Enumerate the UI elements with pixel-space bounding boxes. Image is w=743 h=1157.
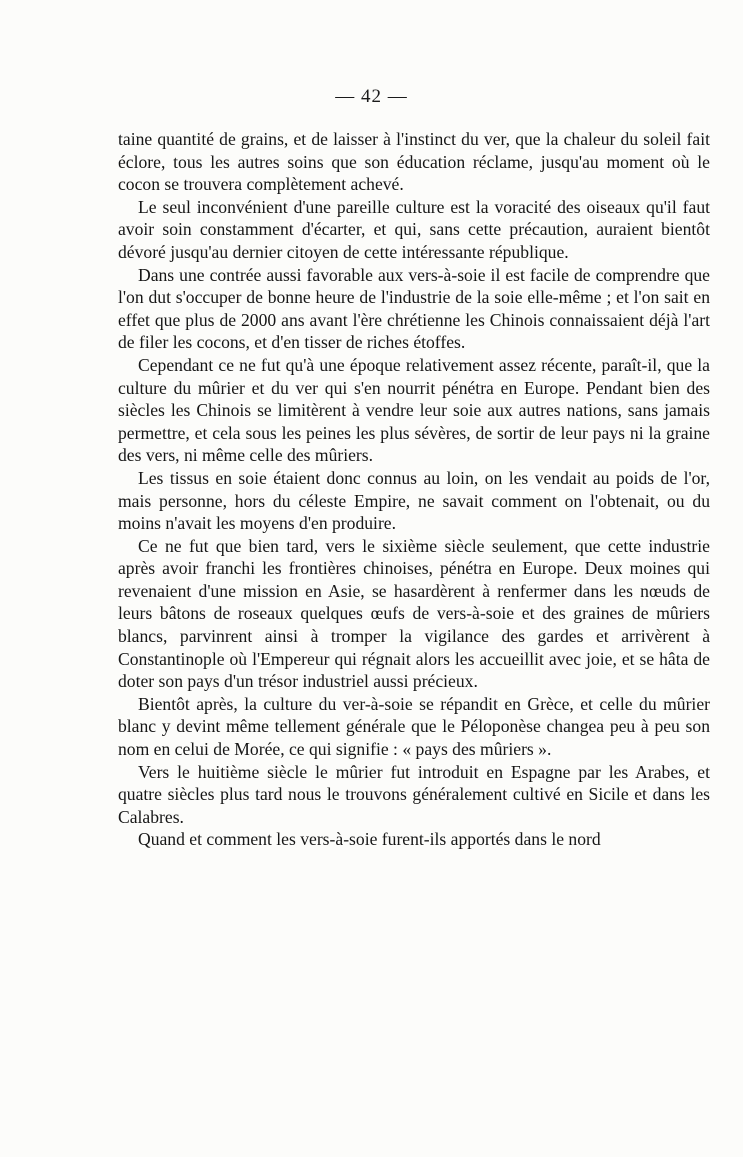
- paragraph: Vers le huitième siècle le mûrier fut introduit en Espagne par les Arabes, et quatre siècles plus tard nous le trouvons généralement cultivé en Sicile et dans les Calabres.: [118, 761, 710, 827]
- paragraph: Cependant ce ne fut qu'à une époque relativement assez récente, paraît-il, que la culture du mûrier et du ver qui s'en nourrit pénétra en Europe. Pendant bien des siècles les Chinois se limitèrent à vendre leur soie aux autres nations, sans jamais permettre, et cela sous les peines les plus sévères, de sortir de leur pays ni la graine des vers, ni même celle des mûriers.: [118, 354, 710, 466]
- paragraph: Ce ne fut que bien tard, vers le sixième siècle seulement, que cette industrie après avoir franchi les frontières chinoises, pénétra en Europe. Deux moines qui revenaient d'une mission en Asie, se hasardèrent à renfermer dans les nœuds de leurs bâtons de roseaux quelques œufs de vers-à-soie et des graines de mûriers blancs, parvinrent ainsi à tromper la vigilance des gardes et arrivèrent à Constantinople où l'Empereur qui régnait alors les accueillit avec joie, et se hâta de doter son pays d'un trésor industriel aussi précieux.: [118, 535, 710, 692]
- paragraph: Les tissus en soie étaient donc connus au loin, on les vendait au poids de l'or, mais personne, hors du céleste Empire, ne savait comment on l'obtenait, ou du moins n'avait les moyens d'en produire.: [118, 467, 710, 534]
- paragraph: Le seul inconvénient d'une pareille culture est la voracité des oiseaux qu'il faut avoir soin constamment d'écarter, et qui, sans cette précaution, auraient bientôt dévoré jusqu'au dernier citoyen de cette intéressante république.: [118, 196, 710, 262]
- paragraph: Quand et comment les vers-à-soie furent-ils apportés dans le nord: [138, 829, 601, 850]
- paragraph: Bientôt après, la culture du ver-à-soie se répandit en Grèce, et celle du mûrier blanc y devint même tellement générale que le Péloponèse changea peu à peu son nom en celui de Morée, ce qui signifie : « pays des mûriers ».: [118, 693, 710, 760]
- body-text: [118, 128, 710, 851]
- paragraph: Dans une contrée aussi favorable aux vers-à-soie il est facile de comprendre que l'on dut s'occuper de bonne heure de l'industrie de la soie elle-même ; et l'on sait en effet que plus de 2000 ans avant l'ère chrétienne les Chinois connaissaient déjà l'art de filer les cocons, et d'en tisser de riches étoffes.: [118, 264, 710, 353]
- page-number: — 42 —: [335, 86, 408, 107]
- paragraph: taine quantité de grains, et de laisser à l'instinct du ver, que la chaleur du soleil fait éclore, tous les autres soins que son éducation réclame, jusqu'au moment où le cocon se trouvera complètement achevé.: [118, 129, 710, 195]
